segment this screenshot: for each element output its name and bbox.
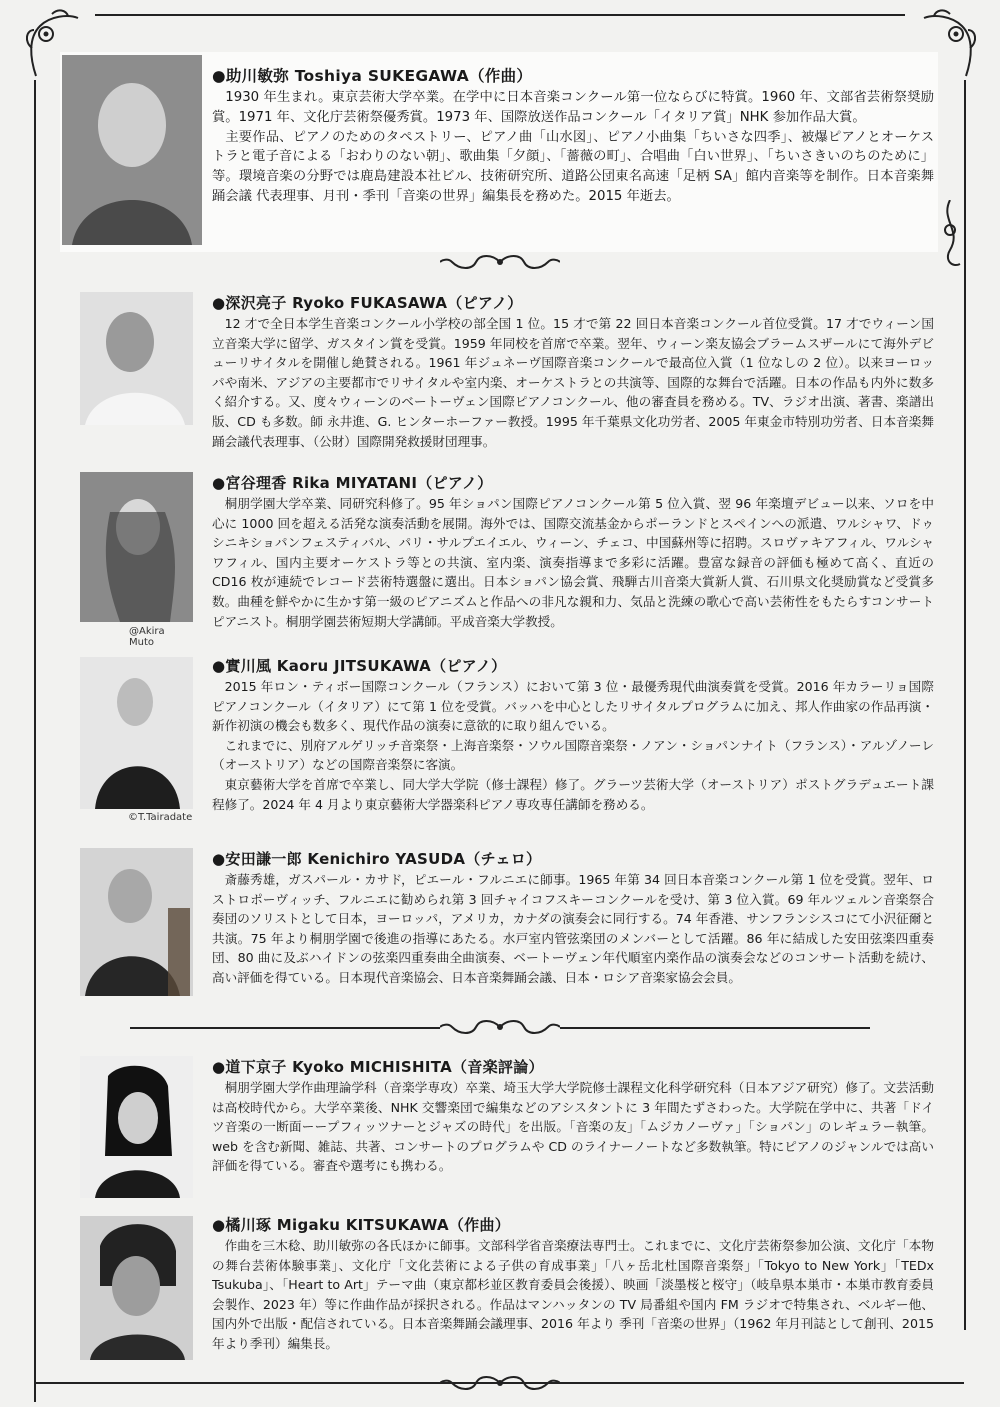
profile-name: ●實川風 Kaoru JITSUKAWA（ピアノ） [212,657,507,675]
bio-paragraph: 12 才で全日本学生音楽コンクール小学校の部全国 1 位。15 才で第 22 回日本音楽コンクール首位受賞。17 才でウィーン国立音楽大学に留学、ガスタイン賞を受賞。1959 年同校を首席で卒業。翌年、ウィーン楽友協会ブラームスザールにて海外デビューリサイタルを開催し絶賛される。1961 年ジュネーヴ国際音楽コンクールで最高位入賞（1 位なしの 2 位）。以来ヨーロッパや南米、アジアの主要都市でリサイタルや室内楽、オーケストラとの共演等、国際的な舞台で活躍。日本の作品も内外に数多く紹介する。又、度々ウィーンのベートーヴェン国際ピアノコンクール、他の審査員を務める。TV、ラジオ出演、著書、楽譜出版、CD も多数。師 永井進、G. ヒンターホーファー教授。1995 年千葉県文化功労者、2005 年東金市特別功労者、日本音楽舞踊会議代表理事、（公財）国際開発救援財団理事。 [212,316,934,449]
bio-paragraph: 2015 年ロン・ティボー国際コンクール（フランス）において第 3 位・最優秀現代曲演奏賞を受賞。2016 年カラーリョ国際ピアノコンクール（イタリア）にて第 1 位を受賞。バッハを中心としたリサイタルプログラムに加え、邦人作曲家の作品再演・新作初演の機会も数多く、現代作品の演奏に意欲的に取り組んでいる。 [212,679,934,734]
portrait-photo [80,1216,193,1360]
bio-paragraph: 東京藝術大学を首席で卒業し、同大学大学院（修士課程）修了。グラーツ芸術大学（オーストリア）ポストグラデュエート課程修了。2024 年 4 月より東京藝術大学器楽科ピアノ専攻専任講師を務める。 [212,776,934,812]
photo-credit: @Akira Muto [129,626,165,648]
profile-bio [212,494,934,631]
profile-bio [212,1236,934,1354]
portrait-photo [80,657,193,809]
bio-paragraph: 桐朋学園大学卒業、同研究科修了。95 年ショパン国際ピアノコンクール第 5 位入賞、翌 96 年楽壇デビュー以来、ソロを中心に 1000 回を超える活発な演奏活動を展開。海外では、国際交流基金からポーランドとスペインへの派遣、ワルシャワ、ドゥシニキショパンフェスティバル、パリ・サルプエイエル、ウィーン、チェコ、中国蘇州等に招聘。スロヴァキアフィル、ワルシャワフィル、国内主要オーケストラ等との共演、室内楽、演奏指導まで多彩に活躍。豊富な録音の評価も極めて高く、直近の CD16 枚が連続でレコード芸術特選盤に選出。日本ショパン協会賞、飛騨古川音楽大賞新人賞、石川県文化奨励賞など受賞多数。曲種を鮮やかに生かす第一級のピアニズムと作品への非凡な親和力、気品と洗練の歌心で高い芸術性をもたらすコンサートピアニスト。桐朋学園芸術短期大学講師。平成音楽大学教授。 [212,496,934,629]
profile-bio [212,1078,934,1176]
divider-line-right [560,1027,870,1029]
bio-paragraph: 作曲を三木稔、助川敏弥の各氏ほかに師事。文部科学省音楽療法専門士。これまでに、文化庁芸術祭参加公演、文化庁「本物の舞台芸術体験事業」、文化庁「文化芸術による子供の育成事業」「八ヶ岳北杜国際音楽祭」「Tokyo to New York」「TEDx Tsukuba」、「Heart to Art」テーマ曲（東京都杉並区教育委員会後援）、映画「淡墨桜と桜守」（岐阜県本巣市・本巣市教育委員会製作、2023 年）等に作曲作品が採択される。作品はマンハッタンの TV 局番組や国内 FM ラジオで特集され、ベルギー他、国内外で出版・配信されている。日本音楽舞踊会議理事、2016 年より 季刊「音楽の世界」（1962 年月刊誌として創刊、2015 年より季刊）編集長。 [212,1238,934,1351]
profile-name: ●橘川琢 Migaku KITSUKAWA（作曲） [212,1216,511,1234]
top-border-line [95,14,905,16]
portrait-photo [80,292,193,425]
profile-bio [212,314,934,451]
profile-name: ●助川敏弥 Toshiya SUKEGAWA（作曲） [212,67,533,85]
bio-paragraph: 1930 年生まれ。東京芸術大学卒業。在学中に日本音楽コンクール第一位ならびに特賞。1960 年、文部省芸術祭奨励賞。1971 年、文化庁芸術祭優秀賞。1973 年、国際放送作品コンクール「イタリア賞」NHK 参加作品大賞。 [212,90,934,125]
bio-paragraph: これまでに、別府アルゲリッチ音楽祭・上海音楽祭・ソウル国際音楽祭・ノアン・ショパンナイト（フランス）・アルゾノーレ（オーストリア）などの国際音楽祭に客演。 [212,737,934,773]
portrait-photo [62,55,202,245]
bio-paragraph: 主要作品、ピアノのためのタペストリー、ピアノ曲「山水図」、ピアノ小曲集「ちいさな四季」、被爆ピアノとオーケストラと電子音による「おわりのない朝」、歌曲集「夕顔」、「薔薇の町」、合唱曲「白い世界」、「ちいさきいのちのために」等。環境音楽の分野では鹿島建設本社ビル、技術研究所、道路公団東名高速「足柄 SA」館内音楽等を制作。日本音楽舞踊会議 代表理事、月刊・季刊「音楽の世界」編集長を務めた。2015 年逝去。 [212,129,934,204]
portrait-photo [80,1056,193,1198]
divider-ornament-middle [440,1017,560,1037]
profile-bio [212,677,934,814]
profile-name: ●道下京子 Kyoko MICHISHITA（音楽評論） [212,1058,544,1076]
profile-bio [212,870,934,988]
divider-ornament-top [440,252,560,272]
divider-ornament-bottom [440,1373,560,1393]
portrait-photo [80,472,193,622]
bio-paragraph: 桐朋学園大学作曲理論学科（音楽学専攻）卒業、埼玉大学大学院修士課程文化科学研究科（日本アジア研究）修了。文芸活動は高校時代から。大学卒業後、NHK 交響楽団で編集などのアシスタントに 3 年間たずさわった。大学院在学中に、共著「ドイツ音楽の一断面ーープフィッツナーとジャズの時代」を出版。「音楽の友」「ムジカノーヴァ」「ショパン」のレギュラー執筆。web を含む新聞、雑誌、共著、コンサートのプログラムや CD のライナーノートなど多数執筆。特にピアノのジャンルでは高い評価を得ている。審査や選考にも携わる。 [212,1080,934,1174]
profile-bio [212,88,934,207]
divider-line-left [130,1027,440,1029]
left-border-line [34,80,36,1402]
photo-credit: ©T.Tairadate [128,812,193,823]
profile-name: ●安田謙一郎 Kenichiro YASUDA（チェロ） [212,850,542,868]
bio-paragraph: 斎藤秀雄，ガスパール・カサド，ピエール・フルニエに師事。1965 年第 34 回日本音楽コンクール第 1 位を受賞。翌年、ロストロポーヴィッチ、フルニエに勧められ第 3 回チャイコフスキーコンクールを受け、第 3 位入賞。69 年ルツェルン音楽祭合奏団のソリストとして日本，ヨーロッパ，アメリカ，カナダの演奏会に同行する。74 年香港、サンフランシスコにて小沢征爾と共演。75 年より桐朋学園で後進の指導にあたる。水戸室内管弦楽団のメンバーとして活躍。86 年に結成した安田弦楽四重奏団、80 曲に及ぶハイドンの弦楽四重奏曲全曲演奏、ベートーヴェン年代順室内楽作品の演奏会などのコンサート活動を続け、高い評価を得ている。日本現代音楽協会、日本音楽舞踊会議、日本・ロシア音楽家協会会員。 [212,872,934,985]
profile-name: ●深沢亮子 Ryoko FUKASAWA（ピアノ） [212,294,523,312]
portrait-photo [80,848,193,996]
profile-name: ●宮谷理香 Rika MIYATANI（ピアノ） [212,474,493,492]
